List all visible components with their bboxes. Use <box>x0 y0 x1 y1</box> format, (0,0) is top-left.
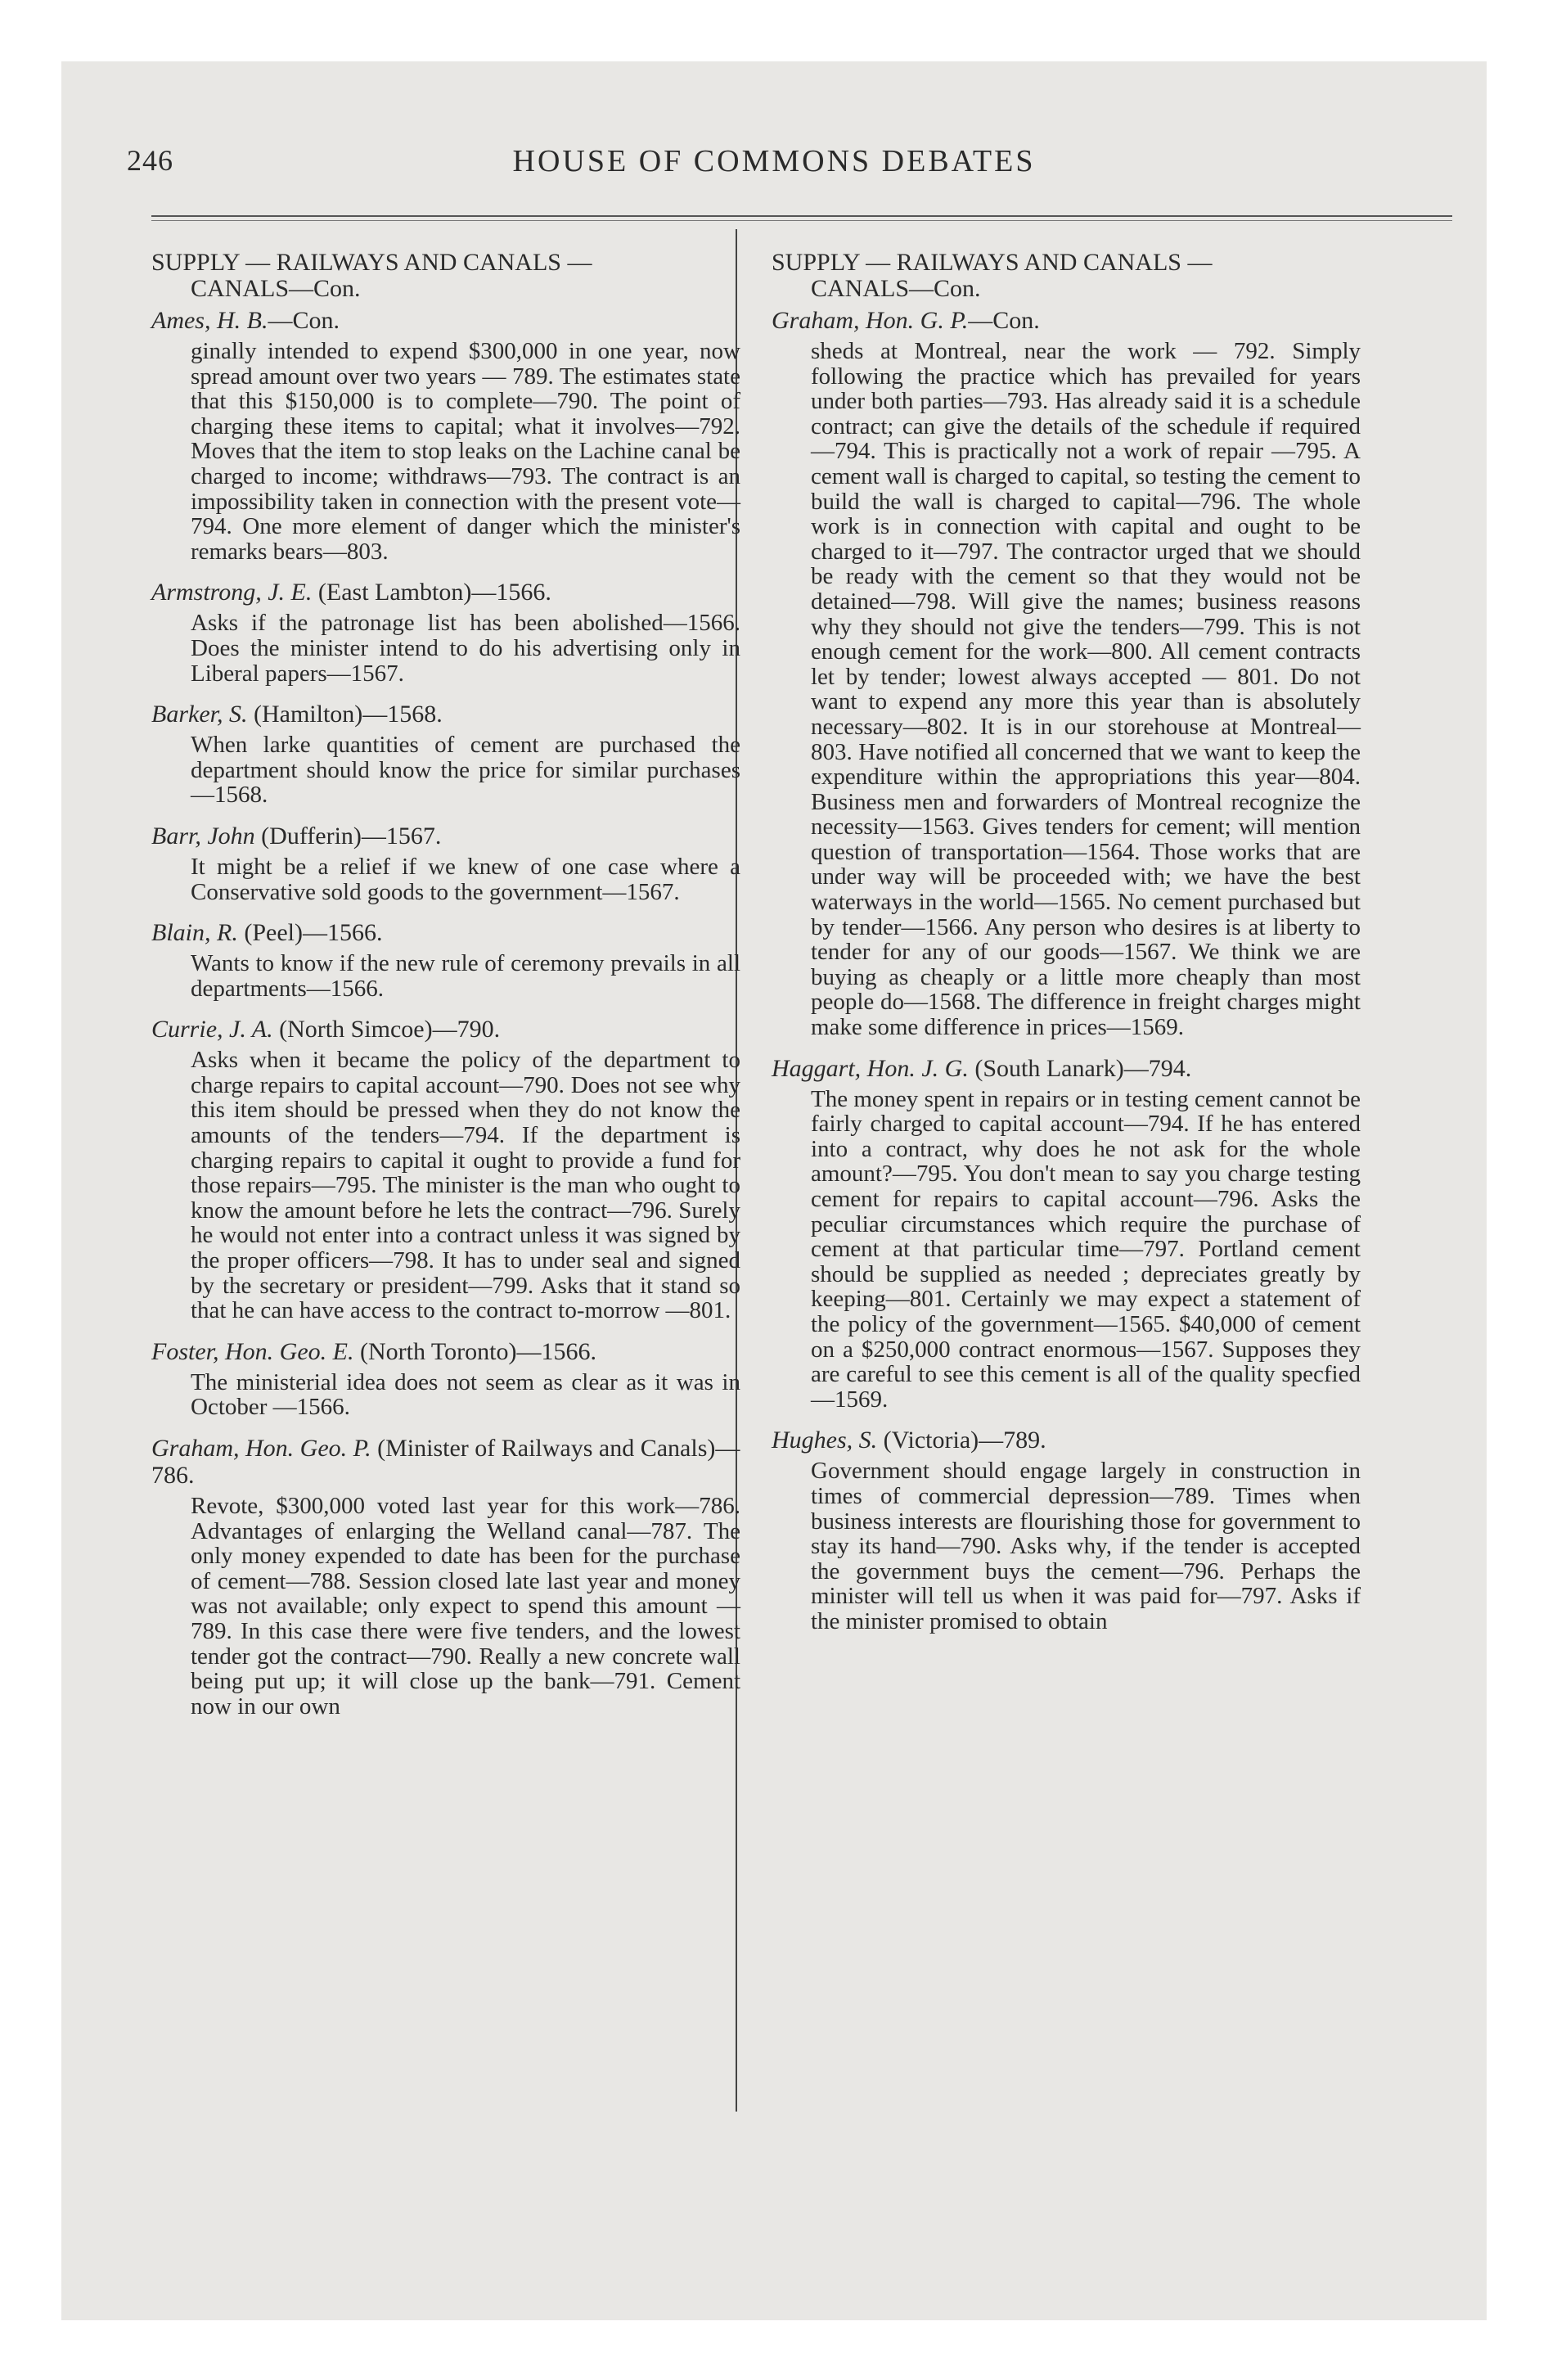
left-column <box>151 250 740 1719</box>
section-subheading: CANALS—Con. <box>191 275 361 302</box>
entry-text: It might be a relief if we knew of one case where a Conservative sold goods to the government—1567. <box>191 853 740 905</box>
index-entry <box>151 1435 740 1719</box>
speaker-name: Ames, H. B. <box>151 307 268 334</box>
speaker-line <box>772 1427 1361 1454</box>
speaker-name: Foster, Hon. Geo. E. <box>151 1337 354 1365</box>
index-entry <box>151 579 740 686</box>
speaker-suffix: (Dufferin)—1567. <box>254 822 442 850</box>
speaker-suffix: (North Toronto)—1566. <box>353 1337 596 1365</box>
speaker-suffix: (Victoria)—789. <box>877 1427 1046 1454</box>
entry-text: Government should engage largely in construction in times of commercial depression—789. Times when business interests are flourishing those for government to stay its hand—790. Asks why, if the tender is accepted the government buys the cement—796. Perhaps the minister will tell us when it was paid for—797. Asks if the minister promised to obtain <box>811 1458 1361 1634</box>
speaker-name: Armstrong, J. E. <box>151 579 313 606</box>
speaker-line <box>151 579 740 606</box>
index-entry <box>151 1016 740 1323</box>
entry-text: The ministerial idea does not seem as clear as it was in October —1566. <box>191 1368 740 1421</box>
page-scan <box>61 61 1487 2320</box>
speaker-name: Graham, Hon. G. P. <box>772 307 969 334</box>
speaker-name: Haggart, Hon. J. G. <box>772 1054 969 1082</box>
speaker-suffix: —Con. <box>268 307 340 334</box>
speaker-name: Barker, S. <box>151 701 248 728</box>
entry-text: Wants to know if the new rule of ceremony prevails in all departments—1566. <box>191 950 740 1002</box>
speaker-line <box>151 1435 740 1489</box>
speaker-name: Blain, R. <box>151 919 238 947</box>
speaker-line <box>772 1055 1361 1082</box>
index-entry <box>772 307 1361 1040</box>
index-entry <box>151 701 740 808</box>
entry-text: sheds at Montreal, near the work — 792. Simply following the practice which has prevailed for years under both parties—793. Has already said it is a schedule contract; can give the details of the schedule if required—794. This is practically not a work of repair —795. A cement wall is charged to capital, so testing the cement to build the wall is charged to capital—796. The whole work is in connection with capital and ought to be charged to it—797. The contractor urged that we should be ready with the cement so that they would not be detained—798. Will give the names; business reasons why they should not give the tenders—799. This is not enough cement for the work—800. All cement contracts let by tender; lowest always accepted — 801. Do not want to expend any more this year than is absolutely necessary—802. It is in our storehouse at Montreal—803. Have notified all concerned that we want to keep the expenditure within the appropriations this year—804. Business men and forwarders of Montreal recognize the necessity—1563. Gives tenders for cement; will mention question of transportation—1564. Those works that are under way will be proceeded with; we have the best waterways in the world—1565. No cement purchased but by tender—1566. Any person who desires is at liberty to tender for any of our goods—1567. We think we are buying as cheaply or a little more cheaply than most people do—1568. The difference in freight charges might make some difference in prices—1569. <box>811 338 1361 1041</box>
entry-text: ginally intended to expend $300,000 in one year, now spread amount over two years — 789. The estimates state that this $150,000 is to complete—790. The point of charging these items to capital; what it involves—792. Moves that the item to stop leaks on the Lachine canal be charged to income; withdraws—793. The contract is an impossibility taken in connection with the present vote—794. One more element of danger which the minister's remarks bears—803. <box>191 338 740 565</box>
speaker-suffix: —Con. <box>968 307 1040 334</box>
entry-text: Asks if the patronage list has been abolished—1566. Does the minister intend to do his advertising only in Liberal papers—1567. <box>191 610 740 687</box>
entry-text: When larke quantities of cement are purchased the department should know the price for similar purchases—1568. <box>191 732 740 809</box>
speaker-name: Barr, John <box>151 822 255 850</box>
speaker-suffix: (Hamilton)—1568. <box>247 701 443 728</box>
speaker-suffix: (Minister of Railways and Canals)—786. <box>151 1435 740 1489</box>
index-entry <box>151 307 740 564</box>
speaker-suffix: (South Lanark)—794. <box>968 1054 1192 1082</box>
speaker-line <box>151 701 740 728</box>
page-number: 246 <box>127 144 173 177</box>
header-rule <box>151 215 1452 217</box>
speaker-name: Graham, Hon. Geo. P. <box>151 1435 371 1462</box>
speaker-name: Hughes, S. <box>772 1427 878 1454</box>
speaker-line <box>151 919 740 946</box>
index-entry <box>772 1055 1361 1413</box>
page-header <box>61 143 1487 192</box>
speaker-line <box>151 1016 740 1043</box>
speaker-suffix: (East Lambton)—1566. <box>312 579 551 606</box>
index-entry <box>151 1338 740 1420</box>
header-rule-secondary <box>151 220 1452 221</box>
right-column <box>772 250 1361 1634</box>
entry-text: Revote, $300,000 voted last year for this work—786. Advantages of enlarging the Welland canal—787. The only money expended to date has been for the purchase of cement—788. Session closed late last year and money was not available; only expect to spend this amount —789. In this case there were five tenders, and the lowest tender got the contract—790. Really a new concrete wall being put up; it will close up the bank—791. Cement now in our own <box>191 1493 740 1720</box>
section-heading: SUPPLY — RAILWAYS AND CANALS — <box>772 249 1213 276</box>
speaker-line <box>151 307 740 334</box>
section-subheading: CANALS—Con. <box>811 275 981 302</box>
entry-text: Asks when it became the policy of the department to charge repairs to capital account—790. Does not see why this item should be pressed when they do not know the amounts of the tenders—794. If the department is charging repairs to capital it ought to provide a fund for those repairs—795. The minister is the man who ought to know the amount before he lets the contract—796. Surely he would not enter into a contract unless it was signed by the proper officers—798. It has to under seal and signed by the secretary or president—799. Asks that it stand so that he can have access to the contract to-morrow —801. <box>191 1047 740 1324</box>
speaker-name: Currie, J. A. <box>151 1016 273 1044</box>
speaker-suffix: (North Simcoe)—790. <box>272 1016 501 1044</box>
speaker-line <box>151 823 740 850</box>
index-entry <box>151 823 740 904</box>
index-entry <box>772 1427 1361 1634</box>
speaker-suffix: (Peel)—1566. <box>237 919 383 947</box>
index-entry <box>151 919 740 1001</box>
speaker-line <box>772 307 1361 334</box>
speaker-line <box>151 1338 740 1365</box>
entry-text: The money spent in repairs or in testing cement cannot be fairly charged to capital account—794. If he has entered into a contract, why does he not ask for the whole amount?—795. You don't mean to say you charge testing cement for repairs to capital account—796. Asks the peculiar circumstances which require the purchase of cement at that particular time—797. Portland cement should be supplied as needed ; depreciates greatly by keeping—801. Certainly we may expect a statement of the policy of the government—1565. $40,000 of cement on a $250,000 contract enormous—1567. Supposes they are careful to see this cement is all of the quality specfied—1569. <box>811 1085 1361 1413</box>
section-heading: SUPPLY — RAILWAYS AND CANALS — <box>151 249 592 276</box>
running-title: HOUSE OF COMMONS DEBATES <box>512 144 1036 178</box>
